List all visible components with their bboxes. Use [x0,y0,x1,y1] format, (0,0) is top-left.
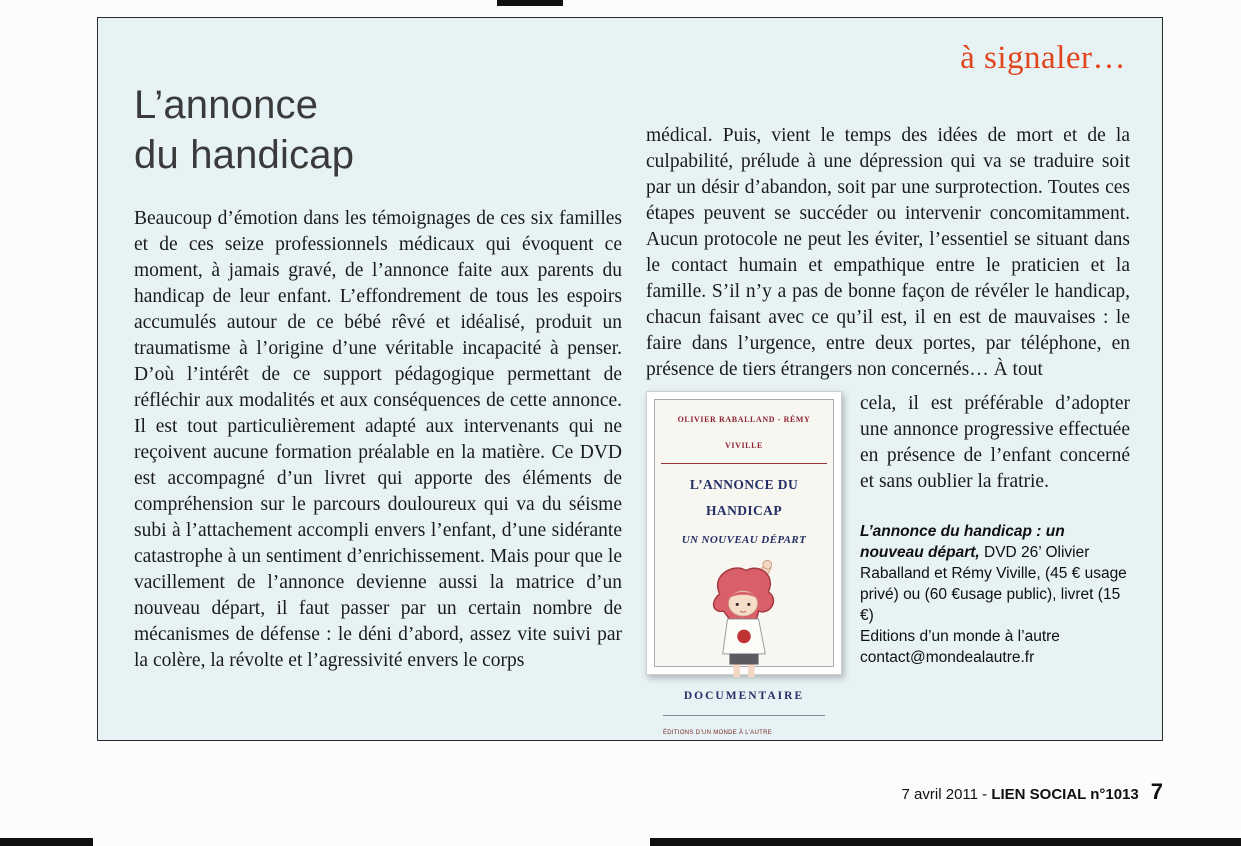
article-title-line2: du handicap [134,133,355,177]
caption-contact-email: contact@mondealautre.fr [860,649,1035,666]
dvd-subtitle: UN NOUVEAU DÉPART [681,534,807,546]
right-column-wrap-text [860,391,1130,668]
article-left-column: Beaucoup d’émotion dans les témoignages de ces six familles et de ces seize professionnels médicaux qui évoquent ce moment, à jamais gravé, de l’annonce faite aux parents du handicap de leur enfant. L’effondrement de tous les espoirs accumulés autour de ce bébé rêvé et idéalisé, produit un traumatisme à l’origine d’une véritable incapacité à penser. D’où l’intérêt de ce support pédagogique permettant de réfléchir aux modalités et aux conséquences de cette annonce. Il est tout particulièrement adapté aux intervenants qui ne reçoivent aucune formation préalable en la matière. Ce DVD est accompagné d’un livret qui apporte des éléments de compréhension sur le parcours douloureux qui va du séisme subi à l’attachement accompli envers l’enfant, d’une sidérante catastrophe à un sentiment d’enrichissement. Mais pour que le vacillement de l’annonce devienne aussi la matrice d’un nouveau départ, il faut passer par un certain nombre de mécanismes de défense : le déni d’abord, assez vite suivi par la colère, la révolte et l’agressivité envers le corps [134,208,622,671]
article-title-line1: L’annonce [134,83,319,127]
scan-artifact-top [497,0,563,6]
section-label: à signaler… [960,40,1126,76]
caption-publisher: Editions d’un monde à l’autre [860,628,1060,645]
article-right-column-wrap: cela, il est préférable d’adopter une annonce progressive effectuée en présence de l’enfant concerné et sans oublier la fratrie. [860,393,1130,492]
article-right-column [646,123,1130,736]
dvd-caption [860,521,1130,668]
dvd-genre-label: DOCUMENTAIRE [663,683,825,716]
footer-date: 7 avril 2011 - [901,786,992,803]
dvd-publisher-logo: ÉDITIONS D’UN MONDE À L’AUTRE [663,730,773,736]
dvd-cover [646,391,842,736]
article-title [134,80,354,180]
article-panel [97,17,1163,741]
caption-title: L’annonce du handicap : un nouveau départ, [860,523,1065,561]
footer-page-number: 7 [1150,779,1163,804]
scan-artifact-bottom-left [0,838,93,846]
dvd-and-caption-row [646,391,1130,736]
manga-girl-illustration [655,553,833,683]
scan-artifact-bottom-right [650,838,1241,846]
dvd-authors: OLIVIER RABALLAND - RÉMY VIVILLE [661,400,827,464]
footer-journal-name: LIEN SOCIAL n°1013 [991,786,1139,803]
caption-details: DVD 26’ Olivier Raballand et Rémy Viville, (45 € usage privé) ou (60 €usage public), livret (15 €) [860,544,1127,624]
page-footer [97,779,1163,805]
article-right-column-top: médical. Puis, vient le temps des idées de mort et de la culpabilité, prélude à une dépression qui va se traduire soit par un désir d’abandon, soit par une surprotection. Toutes ces étapes peuvent se succéder ou intervenir concomitamment. Aucun protocole ne peut les éviter, l’essentiel se situant dans le contact humain et empathique entre le praticien et la famille. S’il n’y a pas de bonne façon de révéler le handicap, chacun faisant avec ce qu’il est, il en est de mauvaises : le faire dans l’urgence, entre deux portes, par téléphone, en présence de tiers étrangers non concernés… À tout [646,125,1130,380]
dvd-cover-inner [654,399,834,736]
dvd-title: L’ANNONCE DU HANDICAP [689,477,799,518]
